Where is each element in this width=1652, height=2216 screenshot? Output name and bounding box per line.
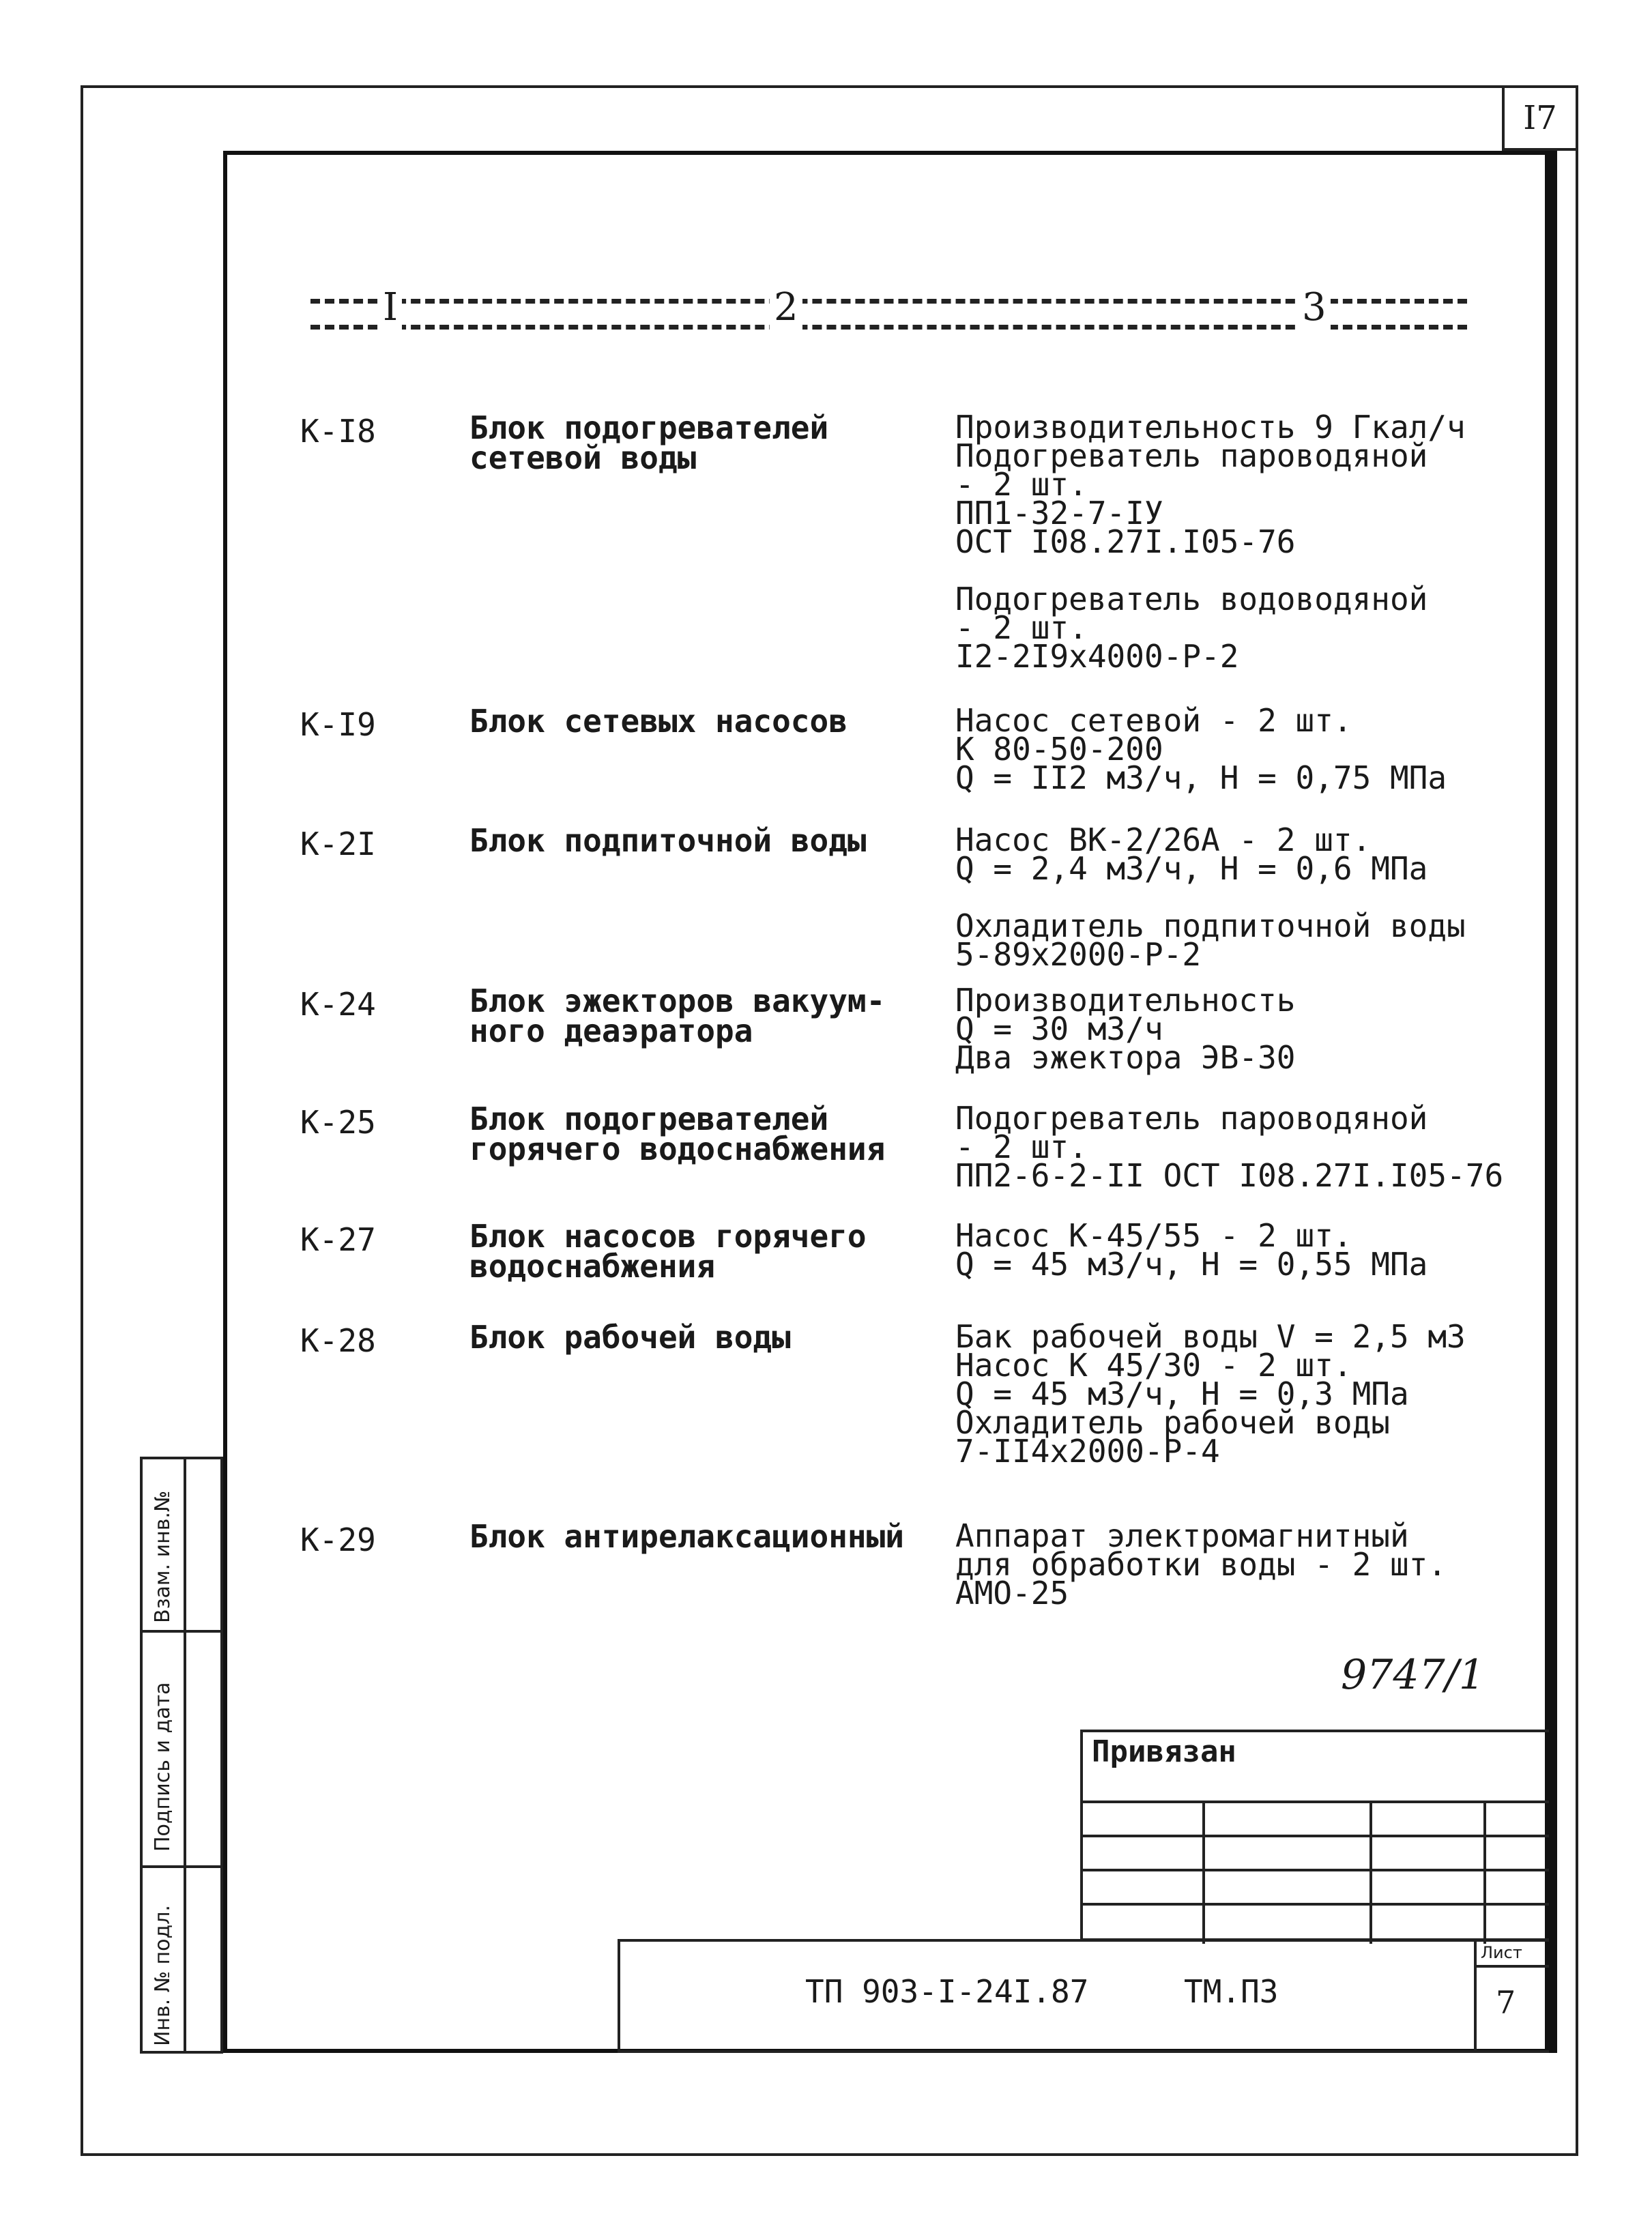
document-mark: ТМ.ПЗ — [1184, 1973, 1279, 2010]
row-spec: Аппарат электромагнитный для обработки воды - 2 шт. АМО-25 — [955, 1517, 1447, 1612]
row-name: Блок эжекторов вакуум- ного деаэратора — [469, 982, 886, 1049]
row-spec: Производительность 9 Гкал/ч Подогреватель пароводяной - 2 шт. ПП1-32-7-IУ ОСТ I08.27I.I05-76 Подогреватель водоводяной - 2 шт. I2-2I9x4000-Р-2 — [955, 409, 1466, 675]
row-name: Блок антирелаксационный — [469, 1518, 904, 1555]
column-number-1: I — [379, 285, 402, 330]
approval-stamp-column — [140, 1457, 223, 2054]
row-name: Блок подпиточной воды — [469, 822, 867, 859]
stamp-label-inv-podl: Инв. № подл. — [151, 1905, 175, 2046]
row-spec: Бак рабочей воды V = 2,5 м3 Насос К 45/30 - 2 шт. Q = 45 м3/ч, Н = 0,3 МПа Охладитель рабочей воды 7-II4x2000-Р-4 — [955, 1318, 1466, 1470]
sheet-number: 7 — [1496, 1984, 1516, 2021]
row-code: К-27 — [300, 1221, 376, 1258]
row-code: К-24 — [300, 986, 376, 1023]
stamp-label-vzam-inv: Взам. инв.№ — [151, 1490, 175, 1623]
row-name: Блок подогревателей сетевой воды — [469, 409, 829, 476]
row-spec: Насос К-45/55 - 2 шт. Q = 45 м3/ч, Н = 0,55 МПа — [955, 1217, 1428, 1283]
row-name: Блок насосов горячего водоснабжения — [469, 1218, 867, 1285]
row-code: К-29 — [300, 1521, 376, 1558]
row-code: К-I9 — [300, 706, 376, 743]
column-number-2: 2 — [770, 285, 802, 330]
page-number: I7 — [1502, 85, 1578, 151]
inner-frame-right-edge — [1549, 151, 1557, 2053]
row-name: Блок сетевых насосов — [469, 703, 847, 740]
row-spec: Насос ВК-2/26А - 2 шт. Q = 2,4 м3/ч, Н = 0,6 МПа Охладитель подпиточной воды 5-89x2000-Р-2 — [955, 821, 1466, 973]
handwritten-archive-number: 9747/1 — [1341, 1651, 1486, 1699]
stamp-label-podpis-data: Подпись и дата — [151, 1682, 175, 1852]
row-code: К-I8 — [300, 413, 376, 450]
row-code: К-28 — [300, 1322, 376, 1359]
sheet-label: Лист — [1481, 1943, 1522, 1962]
row-name: Блок рабочей воды — [469, 1319, 791, 1356]
binding-title: Привязан — [1092, 1734, 1236, 1769]
document-code: ТП 903-I-24I.87 — [805, 1973, 1089, 2010]
row-spec: Подогреватель пароводяной - 2 шт. ПП2-6-2-II ОСТ I08.27I.I05-76 — [955, 1100, 1504, 1194]
header-dash-bottom — [310, 325, 1467, 330]
header-dash-top — [310, 299, 1467, 304]
row-spec: Производительность Q = 30 м3/ч Два эжектора ЭВ-30 — [955, 982, 1296, 1076]
column-number-3: 3 — [1298, 285, 1331, 330]
row-name: Блок подогревателей горячего водоснабжения — [469, 1100, 886, 1167]
row-code: К-2I — [300, 826, 376, 862]
row-code: К-25 — [300, 1104, 376, 1141]
row-spec: Насос сетевой - 2 шт. К 80-50-200 Q = II2 м3/ч, Н = 0,75 МПа — [955, 702, 1447, 796]
